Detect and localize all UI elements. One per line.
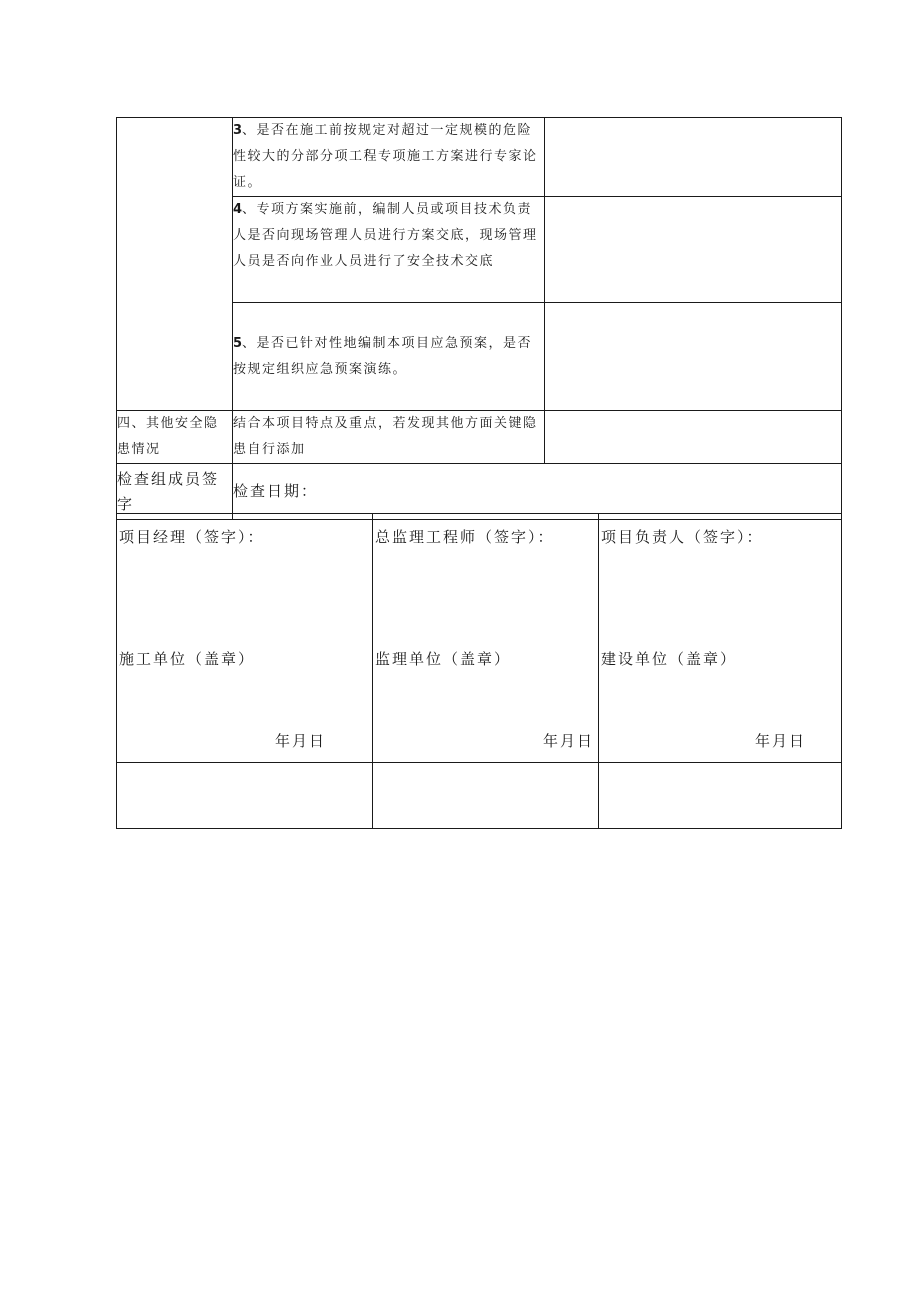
signature-date: 年月日	[275, 732, 327, 750]
item-5-text	[233, 303, 545, 411]
item-text: 、专项方案实施前，编制人员或项目技术负责人是否向现场管理人员进行方案交底，现场管理人员是否向作业人员进行了安全技术交底	[233, 202, 538, 269]
empty-cell[interactable]	[373, 763, 599, 829]
signature-table	[116, 513, 842, 829]
signature-title: 总监理工程师（签字）：	[375, 528, 555, 546]
item-4-result[interactable]	[545, 197, 842, 303]
empty-cell[interactable]	[599, 763, 842, 829]
table-row	[117, 464, 842, 520]
signature-unit: 监理单位（盖章）	[375, 650, 512, 668]
signature-title: 项目负责人（签字）：	[601, 528, 764, 546]
signature-cell-owner[interactable]	[599, 514, 842, 763]
signature-unit: 施工单位（盖章）	[119, 650, 256, 668]
table-row	[117, 763, 842, 829]
inspection-date-label[interactable]: 检查日期：	[233, 464, 842, 520]
item-3-text	[233, 118, 545, 197]
item-text: 、是否在施工前按规定对超过一定规模的危险性较大的分部分项工程专项施工方案进行专家论证。	[233, 123, 538, 190]
item-number: 5	[233, 335, 243, 351]
other-hazards-text: 结合本项目特点及重点，若发现其他方面关键隐患自行添加	[233, 411, 545, 464]
signature-cell-construction[interactable]	[117, 514, 373, 763]
signature-unit: 建设单位（盖章）	[601, 650, 738, 668]
empty-cell[interactable]	[117, 763, 373, 829]
signature-title: 项目经理（签字）：	[119, 528, 265, 546]
other-hazards-result[interactable]	[545, 411, 842, 464]
item-text: 、是否已针对性地编制本项目应急预案，是否按规定组织应急预案演练。	[233, 335, 533, 377]
item-number: 3	[233, 123, 243, 138]
signature-date: 年月日	[755, 732, 807, 750]
item-3-result[interactable]	[545, 118, 842, 197]
category-cell	[117, 118, 233, 411]
table-row	[117, 411, 842, 464]
other-hazards-label: 四、其他安全隐患情况	[117, 411, 233, 464]
item-5-result[interactable]	[545, 303, 842, 411]
signature-cell-supervision[interactable]	[373, 514, 599, 763]
inspection-members-label: 检查组成员签字	[117, 464, 233, 520]
signature-date: 年月日	[543, 732, 595, 750]
inspection-table	[116, 117, 842, 520]
item-4-text	[233, 197, 545, 303]
table-row	[117, 514, 842, 763]
table-row	[117, 118, 842, 197]
item-number: 4	[233, 202, 243, 217]
